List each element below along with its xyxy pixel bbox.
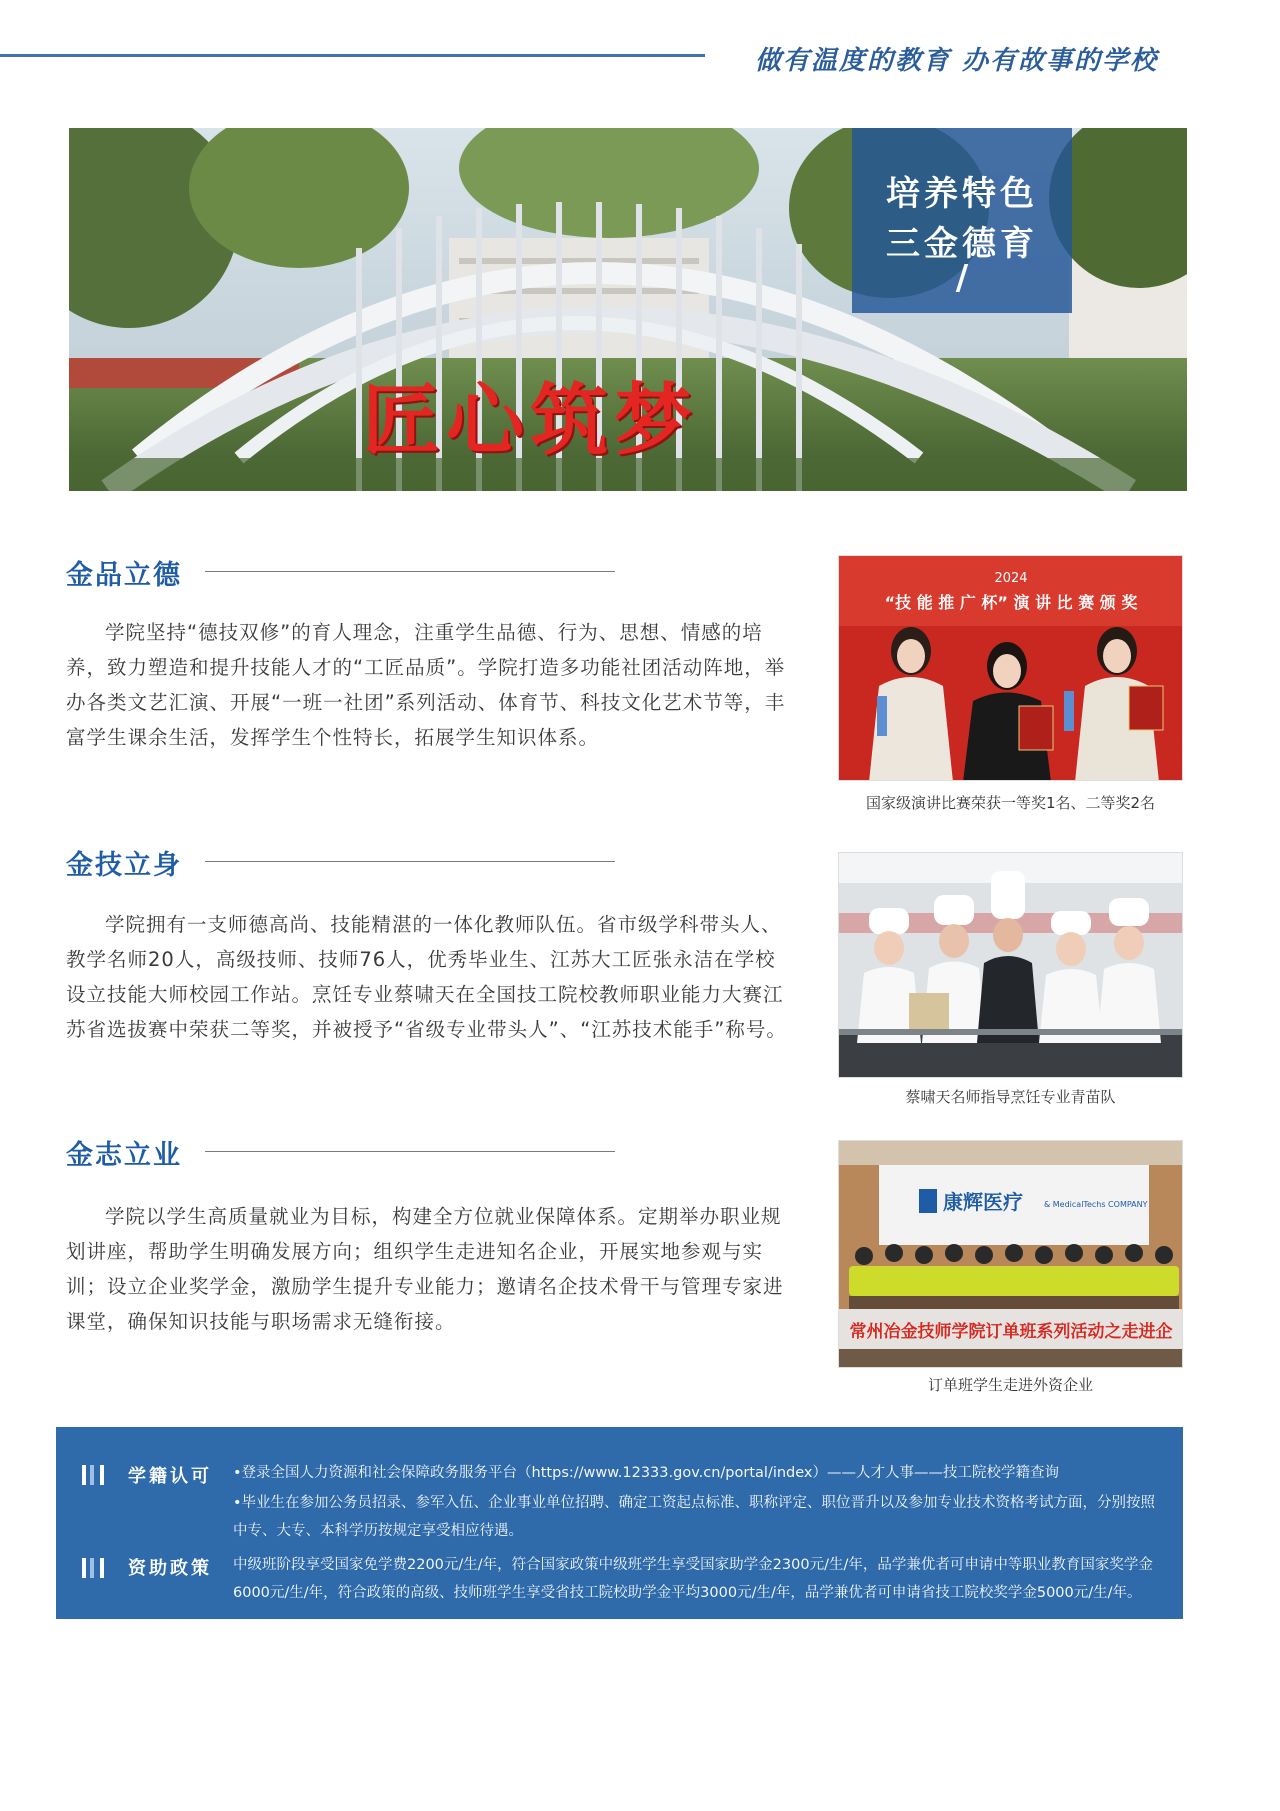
- photo-company-sign-en: & MedicalTechs COMPANY: [1044, 1200, 1148, 1209]
- header-rule: [0, 54, 705, 57]
- section-title-jinpin: 金品立德: [66, 560, 182, 591]
- section-rule: [205, 571, 615, 572]
- info-text-enrollment-2: •毕业生在参加公务员招录、参军入伍、企业事业单位招聘、确定工资起点标准、职称评定、职位晋升以及参加专业技术资格考试方面，分别按照中专、大专、本科学历按规定享受相应待遇。: [233, 1495, 1156, 1539]
- photo-speech-award: [838, 555, 1183, 781]
- section-rule: [205, 1151, 615, 1152]
- info-mark-icon: [82, 1558, 112, 1578]
- hero-feature-tag: [852, 128, 1072, 313]
- hero-tag-line1: 培养特色: [886, 174, 1038, 214]
- info-text-funding: 中级班阶段享受国家免学费2200元/生/年，符合国家政策中级班学生享受国家助学金2300元/生/年，品学兼优者可申请中等职业教育国家奖学金6000元/生/年，符合政策的高级、技师班学生享受省技工院校助学金平均3000元/生/年，品学兼优者可申请省技工院校奖学金5000元/生/年。: [233, 1557, 1153, 1601]
- photo-order-banner: 常州冶金技师学院订单班系列活动之走进企: [849, 1322, 1173, 1342]
- photo-order-class-visit: [838, 1140, 1183, 1368]
- info-panel: [56, 1427, 1183, 1619]
- photo-cooking-team: [838, 852, 1183, 1078]
- header-slogan: 做有温度的教育 办有故事的学校: [755, 46, 1159, 76]
- section-body-jinji: 学院拥有一支师德高尚、技能精湛的一体化教师队伍。省市级学科带头人、教学名师20人，高级技师、技师76人，优秀毕业生、江苏大工匠张永洁在学校设立技能大师校园工作站。烹饪专业蔡啸天在全国技工院校教师职业能力大赛江苏省选拔赛中荣获二等奖，并被授予“省级专业带头人”、“江苏技术能手”称号。: [66, 913, 787, 1041]
- section-body-jinpin: 学院坚持“德技双修”的育人理念，注重学生品德、行为、思想、情感的培养，致力塑造和提升技能人才的“工匠品质”。学院打造多功能社团活动阵地，举办各类文艺汇演、开展“一班一社团”系列活动、体育节、科技文化艺术节等，丰富学生课余生活，发挥学生个性特长，拓展学生知识体系。: [66, 621, 786, 749]
- section-rule: [205, 861, 615, 862]
- photo-award-year: 2024: [994, 571, 1028, 586]
- photo-caption-order-class: 订单班学生走进外资企业: [927, 1376, 1093, 1394]
- photo-company-sign: 康辉医疗: [943, 1190, 1023, 1214]
- photo-caption-speech-award: 国家级演讲比赛荣获一等奖1名、二等奖2名: [865, 794, 1156, 812]
- hero-tag-line2: 三金德育: [886, 224, 1038, 264]
- info-text-enrollment-1: •登录全国人力资源和社会保障政务服务平台（https://www.12333.gov.cn/portal/index）——人才人事——技工院校学籍查询: [233, 1465, 1059, 1481]
- info-mark-icon: [82, 1465, 112, 1485]
- photo-award-banner: “技 能 推 广 杯” 演 讲 比 赛 颁 奖: [884, 593, 1138, 612]
- photo-caption-cooking-team: 蔡啸天名师指导烹饪专业青苗队: [905, 1088, 1116, 1106]
- section-body-jinzhi: 学院以学生高质量就业为目标，构建全方位就业保障体系。定期举办职业规划讲座，帮助学生明确发展方向；组织学生走进知名企业，开展实地参观与实训；设立企业奖学金，激励学生提升专业能力；邀请名企技术骨干与管理专家进课堂，确保知识技能与职场需求无缝衔接。: [66, 1205, 784, 1333]
- section-title-jinji: 金技立身: [66, 850, 182, 881]
- hero-tag-slash: /: [955, 258, 969, 298]
- info-label-enrollment: 学籍认可: [128, 1466, 212, 1487]
- hero-motto: 匠心筑梦: [362, 375, 699, 466]
- section-title-jinzhi: 金志立业: [66, 1140, 182, 1171]
- info-label-funding: 资助政策: [128, 1558, 212, 1579]
